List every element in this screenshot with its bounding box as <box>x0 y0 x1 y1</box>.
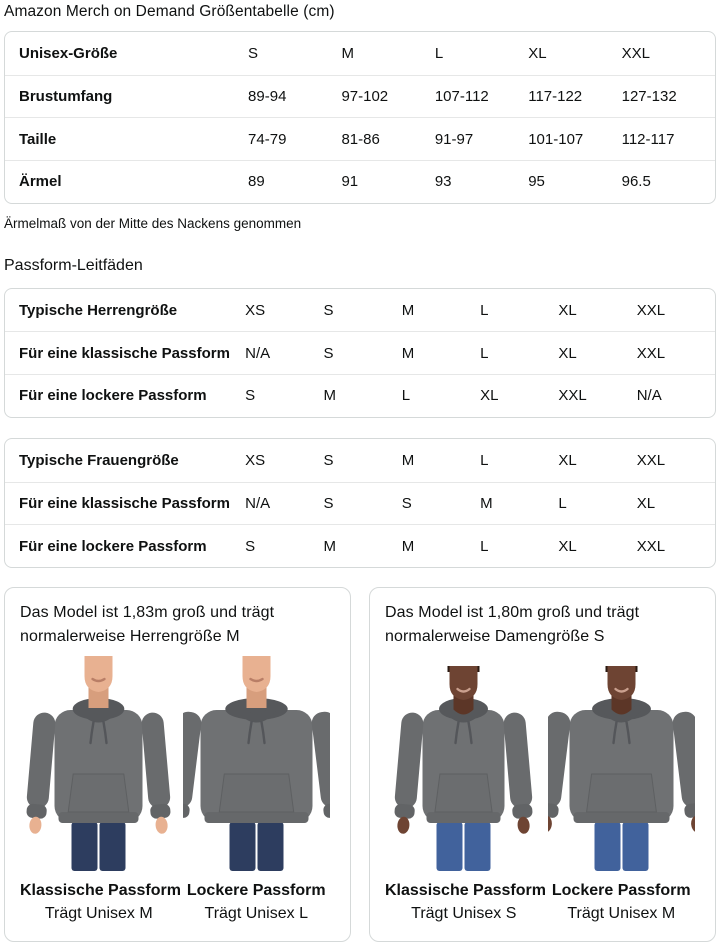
row-label: Typische Herrengröße <box>19 301 178 319</box>
table-cell: 97-102 <box>341 88 389 106</box>
fit-guides-heading: Passform-Leitfäden <box>4 256 143 274</box>
size-col-header: XL <box>528 44 547 62</box>
table-cell: M <box>401 301 415 319</box>
table-cell: 96.5 <box>621 173 651 191</box>
fit-label: Klassische Passform <box>20 881 181 899</box>
table-cell: XS <box>245 451 266 469</box>
table-cell: XL <box>558 451 577 469</box>
fit-label: Lockere Passform <box>186 881 326 899</box>
table-cell: 127-132 <box>621 88 677 106</box>
table-cell: XXL <box>636 451 666 469</box>
row-label: Taille <box>19 130 57 148</box>
figure-classic-fit-women <box>385 656 546 923</box>
row-label: Für eine klassische Passform <box>19 494 230 512</box>
fit-label: Lockere Passform <box>551 881 691 899</box>
table-cell: M <box>401 537 415 555</box>
size-col-header: XXL <box>621 44 650 62</box>
table-row-sleeve <box>5 160 715 203</box>
unisex-size-table <box>4 31 716 204</box>
table-cell: XL <box>558 344 577 362</box>
female-classic-hoodie-photo <box>390 656 537 871</box>
model-cards-section <box>4 587 716 942</box>
page-title: Amazon Merch on Demand Größentabelle (cm) <box>4 3 335 20</box>
row-label: Für eine klassische Passform <box>19 344 230 362</box>
wears-size-label: Trägt Unisex M <box>567 904 676 922</box>
table-row-classic-fit-women <box>5 482 715 525</box>
table-cell: N/A <box>636 387 662 405</box>
table-cell: XXL <box>558 387 587 405</box>
figure-loose-fit-men <box>178 656 336 923</box>
table-cell: S <box>323 451 334 469</box>
table-cell: S <box>323 494 334 512</box>
table-cell: 93 <box>434 173 452 191</box>
table-cell: L <box>480 537 489 555</box>
table-cell: 101-107 <box>528 130 584 148</box>
table-cell: XS <box>245 301 266 319</box>
sleeve-measurement-footnote: Ärmelmaß von der Mitte des Nackens genommen <box>4 215 302 231</box>
size-guide-page <box>0 3 720 942</box>
table-row-typical-mens-size <box>5 289 715 332</box>
table-cell: L <box>480 451 489 469</box>
table-row-waist <box>5 117 715 160</box>
table-cell: XL <box>558 301 577 319</box>
row-label: Ärmel <box>19 173 62 191</box>
row-label: Typische Frauengröße <box>19 451 179 469</box>
table-cell: 91-97 <box>434 130 474 148</box>
table-cell: L <box>558 494 567 512</box>
table-cell: L <box>480 301 489 319</box>
male-classic-hoodie-photo <box>25 656 172 871</box>
table-cell: M <box>401 344 415 362</box>
table-row-typical-womens-size <box>5 439 715 482</box>
table-cell: XXL <box>636 301 666 319</box>
table-row-chest <box>5 75 715 118</box>
size-col-header: L <box>434 44 444 62</box>
table-cell: M <box>401 451 415 469</box>
fit-guide-table-women <box>4 438 716 568</box>
table-cell: 74-79 <box>248 130 287 148</box>
table-cell: 91 <box>341 173 359 191</box>
size-table-header-row <box>5 32 715 75</box>
table-cell: 89 <box>248 173 265 191</box>
table-cell: S <box>245 537 256 555</box>
table-cell: 112-117 <box>621 130 675 148</box>
table-cell: S <box>323 344 334 362</box>
wears-size-label: Trägt Unisex M <box>44 904 153 922</box>
model-description: Das Model ist 1,83m groß und trägt normalerweise Herrengröße M <box>20 603 275 645</box>
table-cell: 81-86 <box>341 130 380 148</box>
table-cell: L <box>480 344 489 362</box>
table-cell: N/A <box>245 494 271 512</box>
table-cell: N/A <box>245 344 271 362</box>
female-loose-hoodie-photo <box>548 656 695 871</box>
table-row-loose-fit-men <box>5 374 715 417</box>
row-label: Brustumfang <box>19 88 113 106</box>
model-figures <box>385 656 700 923</box>
table-cell: S <box>401 494 412 512</box>
table-row-loose-fit-women <box>5 524 715 567</box>
table-cell: L <box>401 387 411 405</box>
table-cell: M <box>480 494 493 512</box>
wears-size-label: Trägt Unisex L <box>204 904 308 922</box>
model-description: Das Model ist 1,80m groß und trägt normalerweise Damengröße S <box>385 603 640 645</box>
figure-loose-fit-women <box>543 656 701 923</box>
model-figures <box>20 656 335 923</box>
size-col-header: S <box>248 44 259 62</box>
fit-label: Klassische Passform <box>385 881 546 899</box>
table-cell: XL <box>480 387 499 405</box>
wears-size-label: Trägt Unisex S <box>411 904 517 922</box>
size-col-header: M <box>341 44 354 62</box>
table-cell: 95 <box>528 173 545 191</box>
table-row-classic-fit-men <box>5 331 715 374</box>
figure-classic-fit-men <box>20 656 181 923</box>
table-cell: S <box>323 301 334 319</box>
table-cell: S <box>245 387 256 405</box>
table-cell: 117-122 <box>528 88 583 106</box>
table-cell: XL <box>636 494 656 512</box>
table-cell: M <box>323 387 336 405</box>
table-cell: 107-112 <box>434 88 489 106</box>
table-cell: M <box>323 537 336 555</box>
model-card-men <box>4 587 351 942</box>
table-cell: 89-94 <box>248 88 287 106</box>
table-cell: XL <box>558 537 577 555</box>
model-card-women <box>369 587 716 942</box>
row-label: Für eine lockere Passform <box>19 387 207 405</box>
row-label: Für eine lockere Passform <box>19 537 207 555</box>
table-cell: XXL <box>636 537 666 555</box>
male-loose-hoodie-photo <box>183 656 330 871</box>
size-table-header-label: Unisex-Größe <box>19 44 118 62</box>
fit-guide-table-men <box>4 288 716 418</box>
table-cell: XXL <box>636 344 666 362</box>
